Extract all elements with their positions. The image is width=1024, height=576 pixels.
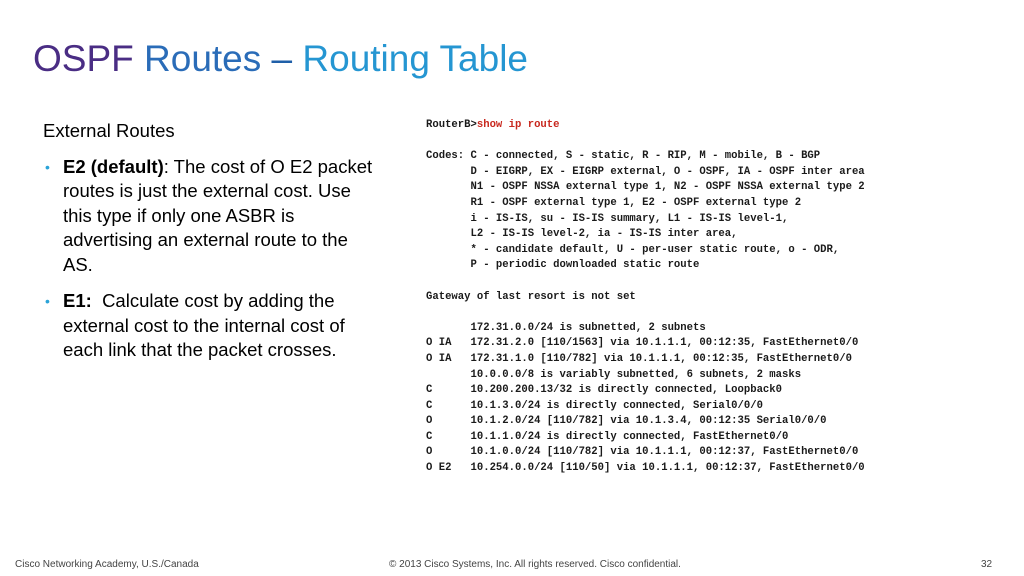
- console-line: Gateway of last resort is not set: [426, 290, 636, 303]
- console-command: show ip route: [476, 119, 560, 131]
- page-number: 32: [981, 559, 993, 570]
- bullet-e1-term: E1:: [63, 290, 92, 311]
- console-line: C 10.1.3.0/24 is directly connected, Serial0/0/0: [426, 399, 763, 412]
- section-heading: External Routes: [43, 120, 175, 141]
- console-line: * - candidate default, U - per-user static route, o - ODR,: [426, 243, 840, 256]
- console-line: 172.31.0.0/24 is subnetted, 2 subnets: [426, 321, 706, 334]
- console-line: C 10.1.1.0/24 is directly connected, FastEthernet0/0: [426, 430, 789, 443]
- title-part-ospf: OSPF: [33, 38, 145, 79]
- title-part-routes: Routes: [144, 38, 272, 79]
- bullet-e2-term: E2 (default): [63, 155, 164, 177]
- console-line: O IA 172.31.1.0 [110/782] via 10.1.1.1, 00:12:35, FastEthernet0/0: [426, 352, 852, 365]
- content-text-column: [43, 119, 373, 375]
- console-line: L2 - IS-IS level-2, ia - IS-IS inter area,: [426, 228, 738, 241]
- bullet-dot-icon: •: [45, 293, 50, 309]
- bullet-e1: [43, 289, 373, 363]
- console-line: [426, 134, 1016, 150]
- console-line: O 10.1.0.0/24 [110/782] via 10.1.1.1, 00:12:37, FastEthernet0/0: [426, 446, 859, 459]
- console-line: R1 - OSPF external type 1, E2 - OSPF external type 2: [426, 196, 802, 209]
- bullet-e2: [43, 155, 373, 278]
- console-line: [426, 274, 1016, 290]
- footer-center: © 2013 Cisco Systems, Inc. All rights reserved. Cisco confidential.: [389, 559, 681, 570]
- console-prompt-line: [426, 118, 1016, 134]
- slide-title: [33, 36, 528, 82]
- console-line: C 10.200.200.13/32 is directly connected, Loopback0: [426, 384, 783, 397]
- bullet-e2-text: : The cost of O E2 packet routes is just the external cost. Use this type if only one ASBR is advertising an external route to the AS.: [63, 155, 373, 275]
- bullet-dot-icon: •: [45, 158, 50, 175]
- footer-left: Cisco Networking Academy, U.S./Canada: [15, 559, 199, 570]
- console-line: O IA 172.31.2.0 [110/1563] via 10.1.1.1, 00:12:35, FastEthernet0/0: [426, 337, 859, 350]
- console-line: [426, 305, 1016, 321]
- console-prompt: RouterB>: [426, 119, 477, 131]
- console-line: N1 - OSPF NSSA external type 1, N2 - OSPF NSSA external type 2: [426, 181, 865, 194]
- console-line: Codes: C - connected, S - static, R - RIP, M - mobile, B - BGP: [426, 150, 821, 163]
- console-line: O 10.1.2.0/24 [110/782] via 10.1.3.4, 00:12:35 Serial0/0/0: [426, 415, 827, 428]
- console-lines: [426, 134, 1016, 477]
- console-line: D - EIGRP, EX - EIGRP external, O - OSPF, IA - OSPF inter area: [426, 165, 865, 178]
- bullet-e1-text: Calculate cost by adding the external cost to the internal cost of each link that the packet crosses.: [63, 290, 350, 360]
- router-console-output: [426, 118, 1016, 477]
- title-part-dash: –: [271, 38, 303, 79]
- console-line: P - periodic downloaded static route: [426, 259, 700, 272]
- console-line: 10.0.0.0/8 is variably subnetted, 6 subnets, 2 masks: [426, 368, 802, 381]
- console-line: O E2 10.254.0.0/24 [110/50] via 10.1.1.1, 00:12:37, FastEthernet0/0: [426, 462, 865, 475]
- title-part-routing-table: Routing Table: [302, 38, 529, 79]
- console-line: i - IS-IS, su - IS-IS summary, L1 - IS-IS level-1,: [426, 212, 789, 225]
